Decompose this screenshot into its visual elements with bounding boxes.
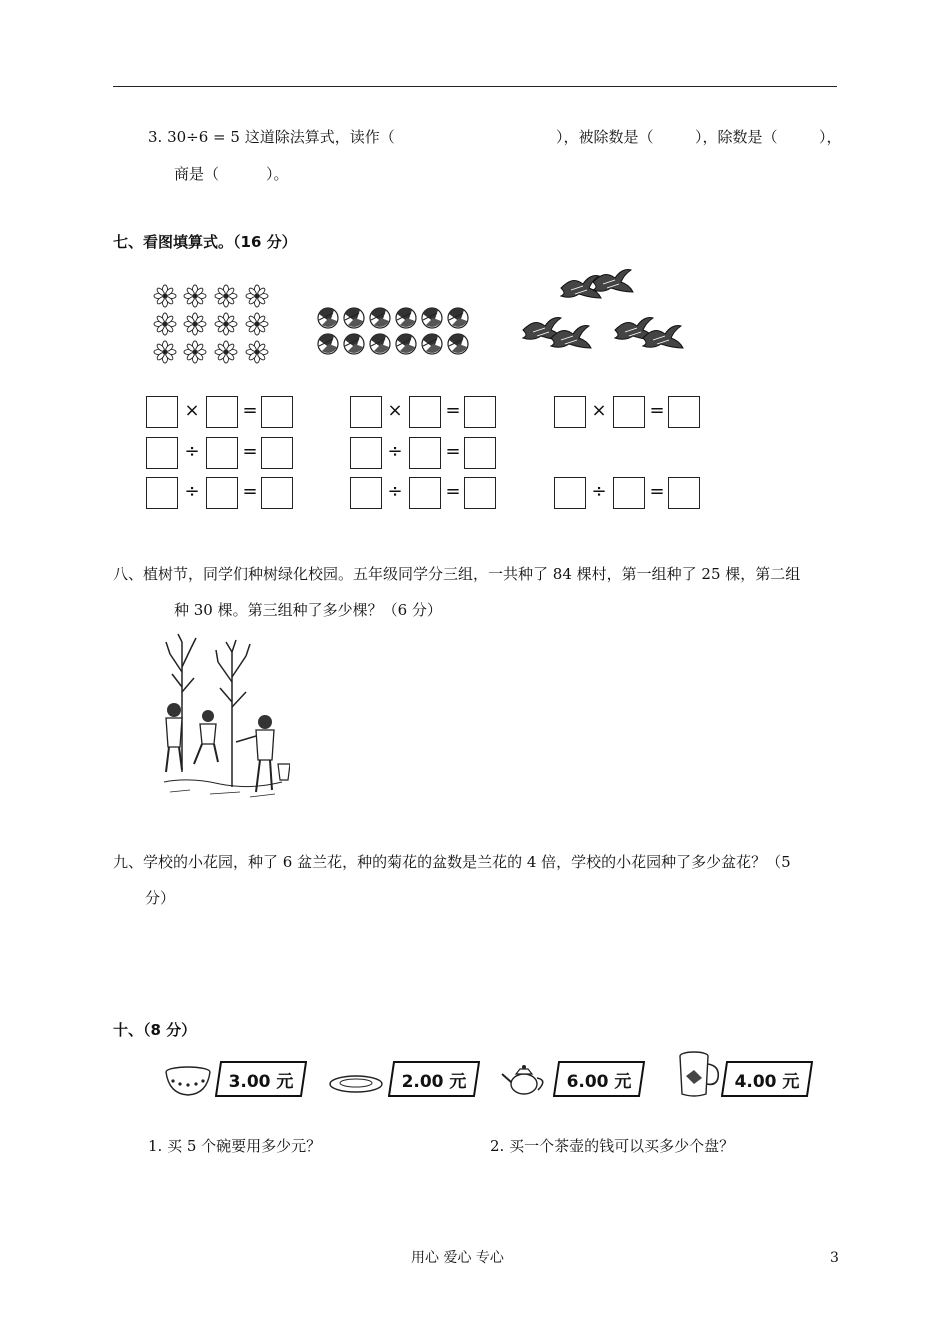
section10-title: 十、（8 分）	[113, 1021, 197, 1039]
answer-box[interactable]	[613, 396, 645, 428]
answer-box[interactable]	[206, 477, 238, 509]
section10-q1: 1. 买 5 个碗要用多少元？	[148, 1137, 322, 1155]
equals-sign: =	[445, 400, 461, 421]
times-sign: ×	[387, 400, 403, 421]
section8-line2: 种 30 棵。第三组种了多少棵？（6 分）	[174, 601, 442, 619]
bowl-icon	[163, 1064, 213, 1098]
plate-price-tag	[388, 1061, 480, 1097]
birds-illustration	[515, 262, 687, 362]
q3-line2-a: 商是（	[174, 165, 220, 183]
answer-box[interactable]	[261, 477, 293, 509]
answer-box[interactable]	[146, 396, 178, 428]
flowers-illustration	[150, 282, 275, 366]
answer-box[interactable]	[350, 396, 382, 428]
teapot-price: 6.00 元	[566, 1071, 632, 1092]
q3-line1-d: ），	[819, 128, 842, 146]
equals-sign: =	[445, 441, 461, 462]
answer-box[interactable]	[146, 437, 178, 469]
times-sign: ×	[591, 400, 607, 421]
answer-box[interactable]	[464, 437, 496, 469]
equals-sign: =	[649, 481, 665, 502]
section10-q2: 2. 买一个茶壶的钱可以买多少个盘？	[490, 1137, 735, 1155]
footer-motto: 用心 爱心 专心	[411, 1250, 504, 1266]
answer-box[interactable]	[409, 437, 441, 469]
answer-box[interactable]	[464, 477, 496, 509]
page-number: 3	[830, 1250, 839, 1266]
plate-price: 2.00 元	[401, 1071, 467, 1092]
answer-box[interactable]	[206, 437, 238, 469]
mug-price: 4.00 元	[734, 1071, 800, 1092]
section7-title: 七、看图填算式。（16 分）	[113, 233, 297, 251]
mug-icon	[674, 1050, 722, 1100]
answer-box[interactable]	[409, 477, 441, 509]
divide-sign: ÷	[184, 481, 200, 502]
divide-sign: ÷	[184, 441, 200, 462]
mug-price-tag	[721, 1061, 813, 1097]
answer-box[interactable]	[261, 396, 293, 428]
divide-sign: ÷	[387, 441, 403, 462]
tree-planting-illustration	[160, 632, 290, 802]
section9-line2: 分）	[145, 889, 176, 907]
answer-box[interactable]	[350, 437, 382, 469]
q3-line1-a: 3. 30÷6 = 5 这道除法算式，读作（	[148, 128, 395, 146]
answer-box[interactable]	[261, 437, 293, 469]
q3-line2-b: ）。	[266, 165, 289, 183]
q3-line1-c: ），除数是（	[695, 128, 778, 146]
answer-box[interactable]	[668, 477, 700, 509]
bowl-price: 3.00 元	[228, 1071, 294, 1092]
header-rule	[113, 86, 837, 87]
teapot-icon	[500, 1062, 550, 1098]
answer-box[interactable]	[409, 396, 441, 428]
answer-box[interactable]	[206, 396, 238, 428]
equals-sign: =	[242, 400, 258, 421]
answer-box[interactable]	[613, 477, 645, 509]
answer-box[interactable]	[464, 396, 496, 428]
section8-line1: 八、植树节，同学们种树绿化校园。五年级同学分三组，一共种了 84 棵村，第一组种了 25 棵，第二组	[113, 565, 801, 583]
times-sign: ×	[184, 400, 200, 421]
equals-sign: =	[242, 441, 258, 462]
bowl-price-tag	[215, 1061, 307, 1097]
balls-illustration	[314, 305, 476, 357]
equals-sign: =	[242, 481, 258, 502]
equals-sign: =	[445, 481, 461, 502]
q3-line1-b: ），被除数是（	[556, 128, 654, 146]
answer-box[interactable]	[350, 477, 382, 509]
answer-box[interactable]	[146, 477, 178, 509]
divide-sign: ÷	[387, 481, 403, 502]
divide-sign: ÷	[591, 481, 607, 502]
answer-box[interactable]	[668, 396, 700, 428]
equals-sign: =	[649, 400, 665, 421]
teapot-price-tag	[553, 1061, 645, 1097]
section9-line1: 九、学校的小花园，种了 6 盆兰花，种的菊花的盆数是兰花的 4 倍，学校的小花园种了多少盆花？（5	[113, 853, 791, 871]
answer-box[interactable]	[554, 396, 586, 428]
answer-box[interactable]	[554, 477, 586, 509]
plate-icon	[328, 1072, 384, 1096]
